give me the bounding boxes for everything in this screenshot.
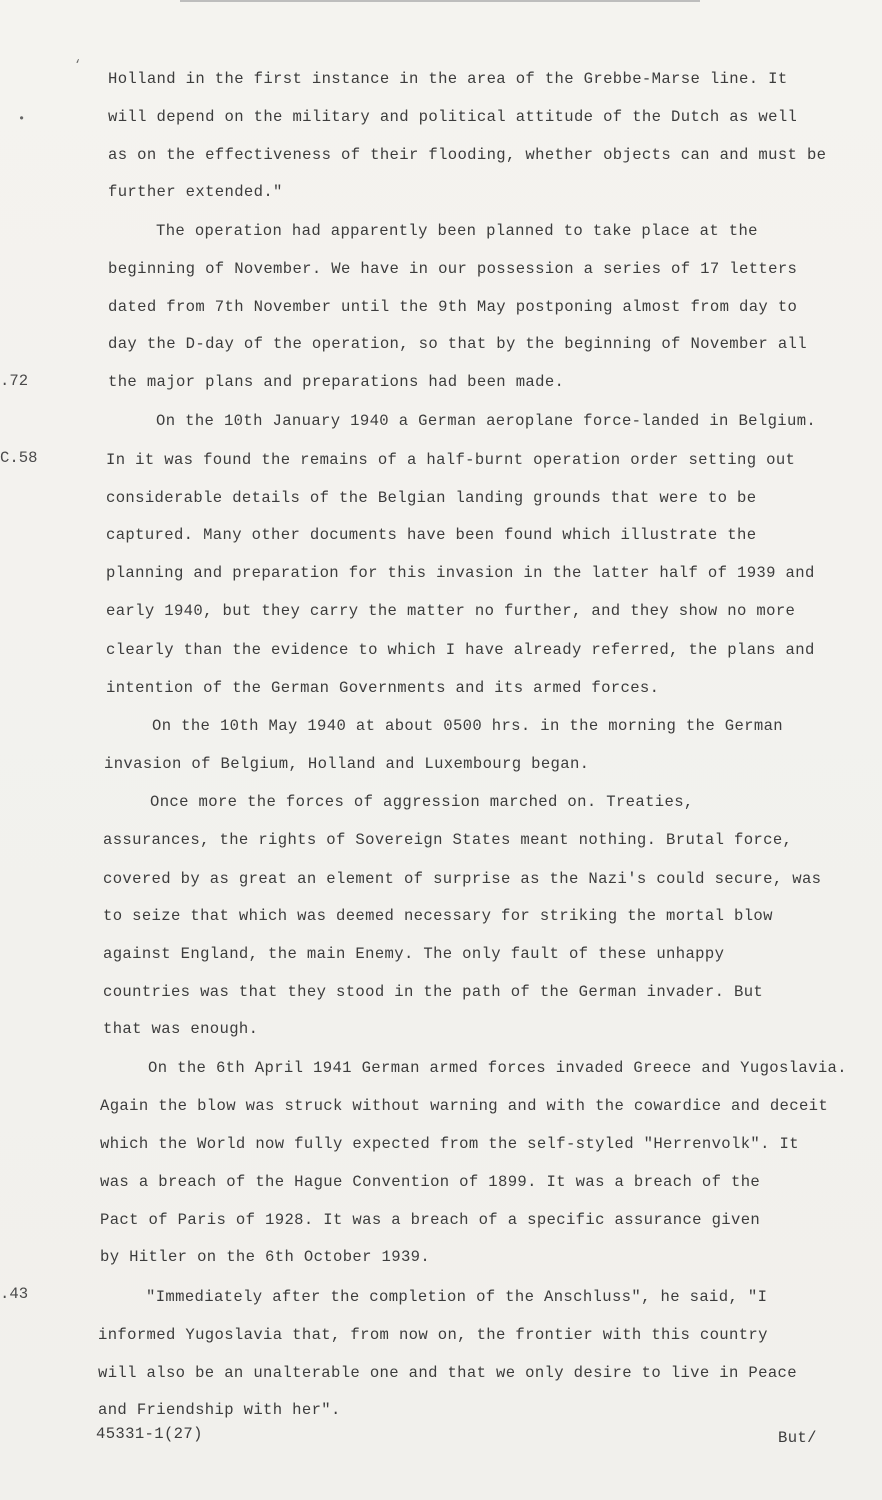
text-line: In it was found the remains of a half-burnt operation order setting out xyxy=(106,451,796,469)
text-line: will depend on the military and political attitude of the Dutch as well xyxy=(108,108,798,126)
top-edge-rule xyxy=(180,0,700,2)
margin-note: .43 xyxy=(0,1285,29,1303)
text-line: invasion of Belgium, Holland and Luxembourg began. xyxy=(104,755,590,773)
text-line: captured. Many other documents have been found which illustrate the xyxy=(106,526,757,544)
text-line: Again the blow was struck without warning and with the cowardice and deceit xyxy=(100,1097,829,1115)
text-line: the major plans and preparations had been made. xyxy=(108,373,565,391)
text-line: covered by as great an element of surprise as the Nazi's could secure, was xyxy=(103,870,822,888)
text-line: day the D-day of the operation, so that by the beginning of November all xyxy=(108,335,807,353)
text-line: considerable details of the Belgian landing grounds that were to be xyxy=(106,489,757,507)
text-line: Pact of Paris of 1928. It was a breach of a specific assurance given xyxy=(100,1211,761,1229)
text-line: further extended." xyxy=(108,183,283,201)
text-line: was a breach of the Hague Convention of 1899. It was a breach of the xyxy=(100,1173,761,1191)
text-line: planning and preparation for this invasion in the latter half of 1939 and xyxy=(106,564,815,582)
text-line: On the 10th January 1940 a German aeroplane force-landed in Belgium. xyxy=(156,412,817,430)
text-line: will also be an unalterable one and that we only desire to live in Peace xyxy=(98,1364,797,1382)
text-line: "Immediately after the completion of the Anschluss", he said, "I xyxy=(146,1288,768,1306)
text-line: against England, the main Enemy. The only fault of these unhappy xyxy=(103,945,725,963)
text-line: countries was that they stood in the path of the German invader. But xyxy=(103,983,764,1001)
text-line: beginning of November. We have in our possession a series of 17 letters xyxy=(108,260,798,278)
text-line: Holland in the first instance in the area of the Grebbe-Marse line. It xyxy=(108,70,788,88)
text-line: which the World now fully expected from the self-styled "Herrenvolk". It xyxy=(100,1135,799,1153)
text-line: On the 10th May 1940 at about 0500 hrs. in the morning the German xyxy=(152,717,784,735)
scan-speck: • xyxy=(18,112,26,126)
margin-note: .72 xyxy=(0,372,29,390)
text-line: and Friendship with her". xyxy=(98,1401,341,1419)
text-line: early 1940, but they carry the matter no further, and they show no more xyxy=(106,602,796,620)
document-reference: 45331-1(27) xyxy=(96,1425,203,1443)
text-line: intention of the German Governments and its armed forces. xyxy=(106,679,660,697)
text-line: that was enough. xyxy=(103,1020,259,1038)
catchword: But/ xyxy=(778,1429,817,1447)
text-line: dated from 7th November until the 9th May postponing almost from day to xyxy=(108,298,798,316)
text-line: to seize that which was deemed necessary for striking the mortal blow xyxy=(103,907,773,925)
text-line: informed Yugoslavia that, from now on, the frontier with this country xyxy=(98,1326,768,1344)
text-line: On the 6th April 1941 German armed forces invaded Greece and Yugoslavia. xyxy=(148,1059,847,1077)
text-line: as on the effectiveness of their flooding, whether objects can and must be xyxy=(108,146,827,164)
text-line: The operation had apparently been planned to take place at the xyxy=(156,222,758,240)
scan-speck: ‘ xyxy=(74,58,82,72)
text-line: clearly than the evidence to which I have already referred, the plans and xyxy=(106,641,815,659)
text-line: by Hitler on the 6th October 1939. xyxy=(100,1248,431,1266)
text-line: assurances, the rights of Sovereign States meant nothing. Brutal force, xyxy=(103,831,793,849)
text-line: Once more the forces of aggression marched on. Treaties, xyxy=(150,793,694,811)
margin-note: C.58 xyxy=(0,449,38,467)
